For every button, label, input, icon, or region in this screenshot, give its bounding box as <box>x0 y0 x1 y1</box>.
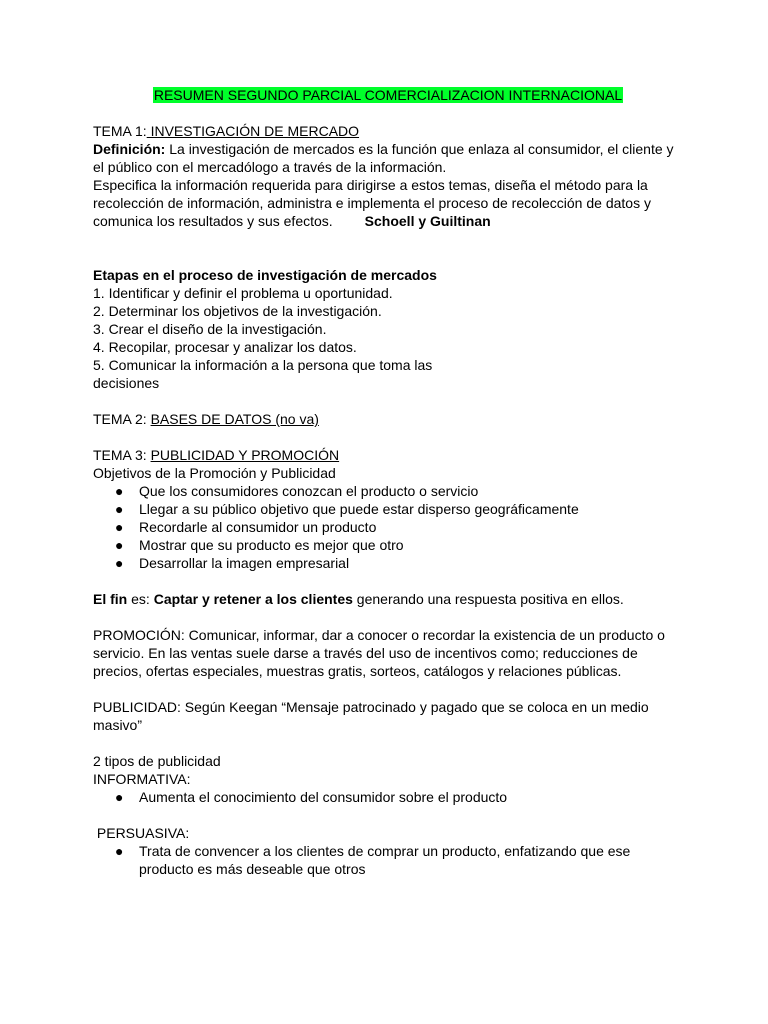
persuasiva-label: PERSUASIVA: <box>93 825 190 841</box>
tema3-prefix: TEMA 3: <box>93 447 151 463</box>
title-row <box>93 86 683 104</box>
list-item <box>93 518 683 536</box>
list-item-text: Desarrollar la imagen empresarial <box>139 555 350 571</box>
list-item <box>93 554 683 572</box>
promocion-paragraph: PROMOCIÓN: Comunicar, informar, dar a conocer o recordar la existencia de un producto o servicio. En las ventas suele darse a través del uso de incentivos como; reducciones de precios, ofertas especiales, muestras gratis, sorteos, catálogos y relaciones públicas. <box>93 627 665 679</box>
objetivos-label: Objetivos de la Promoción y Publicidad <box>93 465 336 481</box>
tema1-heading <box>93 122 683 140</box>
publicidad-paragraph: PUBLICIDAD: Según Keegan “Mensaje patrocinado y pagado que se coloca en un medio masivo” <box>93 699 649 733</box>
list-item-text: Mostrar que su producto es mejor que otro <box>139 537 404 553</box>
definition-text: La investigación de mercados es la función que enlaza al consumidor, el cliente y el público con el mercadólogo a través de la información. <box>93 141 674 175</box>
tema1-definition <box>93 140 683 176</box>
tema3-heading <box>93 446 683 464</box>
etapas-heading-text: Etapas en el proceso de investigación de mercados <box>93 267 437 283</box>
etapa-item: 3. Crear el diseño de la investigación. <box>93 321 327 337</box>
tipos-publicidad: 2 tipos de publicidad <box>93 753 221 769</box>
bullet-icon: ● <box>115 843 124 859</box>
fin-label: El fin <box>93 591 128 607</box>
etapas-list <box>93 284 683 392</box>
etapa-item: 5. Comunicar la información a la persona que toma las decisiones <box>93 357 433 391</box>
tema1-prefix: TEMA 1: <box>93 123 147 139</box>
etapa-item: 4. Recopilar, procesar y analizar los datos. <box>93 339 357 355</box>
bullet-icon: ● <box>115 789 124 805</box>
list-item <box>93 536 683 554</box>
bullet-icon: ● <box>115 483 124 499</box>
tema1-para2-text: Especifica la información requerida para dirigirse a estos temas, diseña el método para la recolección de información, administra e implementa el proceso de recolección de datos y comunica los resultados y sus efectos. <box>93 177 651 229</box>
list-item <box>93 842 683 878</box>
tema1-name: INVESTIGACIÓN DE MERCADO <box>146 123 360 139</box>
fin-mid: es: <box>127 591 154 607</box>
document-title: RESUMEN SEGUNDO PARCIAL COMERCIALIZACION INTERNACIONAL <box>153 87 623 103</box>
list-item-text: Recordarle al consumidor un producto <box>139 519 377 535</box>
etapa-item: 2. Determinar los objetivos de la investigación. <box>93 303 382 319</box>
list-item-text: Llegar a su público objetivo que puede estar disperso geográficamente <box>139 501 579 517</box>
persuasiva-list <box>93 842 683 878</box>
fin-bold: Captar y retener a los clientes <box>153 591 353 607</box>
list-item <box>93 482 683 500</box>
list-item <box>93 788 683 806</box>
list-item-text: Trata de convencer a los clientes de comprar un producto, enfatizando que ese producto es más deseable que otros <box>139 843 631 877</box>
informativa-label: INFORMATIVA: <box>93 771 191 787</box>
document-page <box>93 86 683 878</box>
fin-rest: generando una respuesta positiva en ellos. <box>352 591 624 607</box>
list-item-text: Que los consumidores conozcan el producto o servicio <box>139 483 479 499</box>
list-item-text: Aumenta el conocimiento del consumidor sobre el producto <box>139 789 508 805</box>
objetivos-list <box>93 482 683 572</box>
authors: Schoell y Guiltinan <box>364 213 491 229</box>
el-fin <box>93 590 683 608</box>
bullet-icon: ● <box>115 537 124 553</box>
tema2-heading <box>93 410 683 428</box>
tema2-name: BASES DE DATOS (no va) <box>150 411 319 427</box>
tema1-para2 <box>93 176 683 230</box>
etapas-heading <box>93 266 683 284</box>
etapa-item: 1. Identificar y definir el problema u oportunidad. <box>93 285 393 301</box>
bullet-icon: ● <box>115 501 124 517</box>
list-item <box>93 500 683 518</box>
tema2-prefix: TEMA 2: <box>93 411 151 427</box>
tema3-name: PUBLICIDAD Y PROMOCIÓN <box>150 447 340 463</box>
bullet-icon: ● <box>115 519 124 535</box>
informativa-list <box>93 788 683 806</box>
definition-label: Definición: <box>93 141 166 157</box>
bullet-icon: ● <box>115 555 124 571</box>
